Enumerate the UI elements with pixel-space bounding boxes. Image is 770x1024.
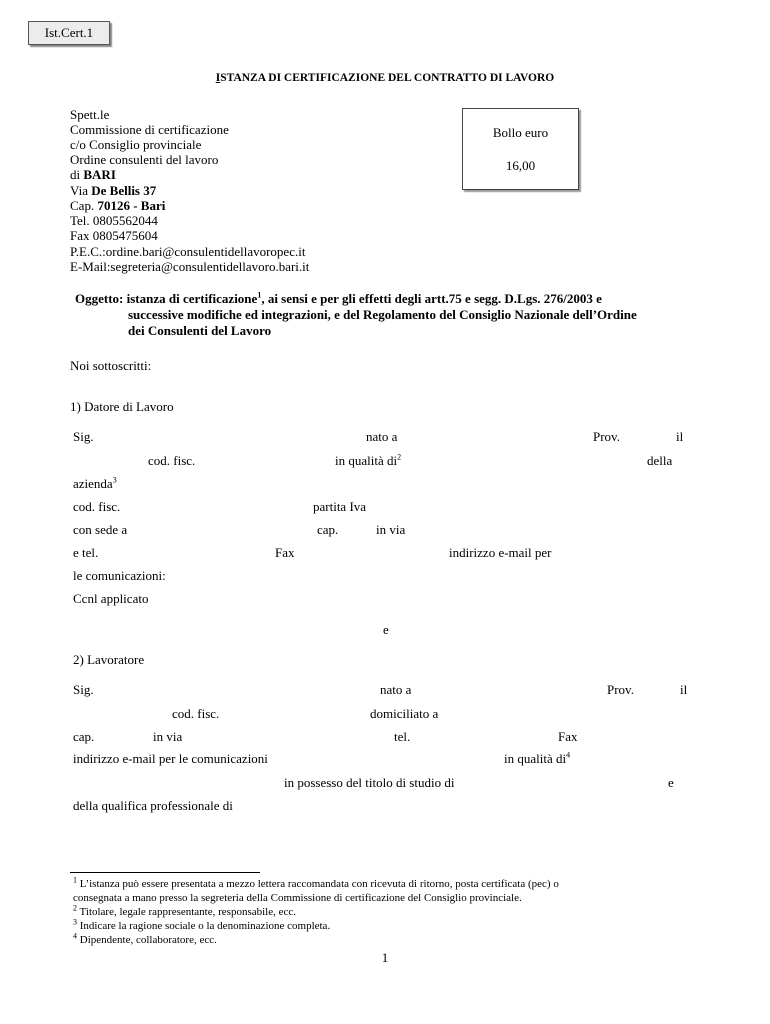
- address-street: De Bellis 37: [91, 183, 157, 198]
- worker-email-label: indirizzo e-mail per le comunicazioni: [73, 751, 268, 766]
- footnote-ref-4: 4: [566, 750, 571, 760]
- address-pec: P.E.C.:ordine.bari@consulentidellavoropec.it: [70, 244, 306, 259]
- address-fax: Fax 0805475604: [70, 228, 158, 243]
- worker-sig-label: Sig.: [73, 682, 94, 697]
- worker-born-label: nato a: [380, 682, 412, 697]
- signatories-intro: Noi sottoscritti:: [70, 358, 152, 373]
- title-first-letter: I: [215, 72, 221, 84]
- company-cap-label: cap.: [317, 522, 339, 537]
- employer-role-text: in qualità di: [335, 453, 398, 468]
- worker-cap-label: cap.: [73, 729, 95, 744]
- worker-date-label: il: [680, 682, 688, 697]
- company-fax-label: Fax: [275, 545, 295, 560]
- title-rest: STANZA DI CERTIFICAZIONE DEL CONTRATTO DI LAVORO: [220, 72, 555, 84]
- worker-domicile-label: domiciliato a: [370, 706, 439, 721]
- worker-street-label: in via: [153, 729, 183, 744]
- address-line-7: [70, 199, 165, 214]
- footnote-4: [73, 931, 217, 947]
- company-taxcode-label: cod. fisc.: [73, 499, 121, 514]
- footnote-ref-2: 2: [397, 452, 402, 462]
- conjunction-and-2: e: [668, 775, 674, 790]
- subject-block: [75, 292, 637, 340]
- employer-role-label: [335, 454, 401, 469]
- footnote-1-text-a: L’istanza può essere presentata a mezzo lettera raccomandata con ricevuta di ritorno, posta certificata (pec) o: [77, 878, 559, 890]
- page-number: 1: [381, 950, 389, 965]
- address-line-5: [70, 168, 116, 183]
- footnote-ref-1: 1: [257, 290, 262, 300]
- stamp-duty-label: Bollo euro: [492, 125, 549, 140]
- address-line-3: c/o Consiglio provinciale: [70, 137, 202, 152]
- company-email-label: indirizzo e-mail per: [449, 545, 552, 560]
- worker-phone-label: tel.: [394, 729, 411, 744]
- footnote-3: [73, 917, 331, 933]
- address-email: E-Mail:segreteria@consulentidellavoro.bari.it: [70, 259, 310, 274]
- worker-qualification-label: della qualifica professionale di: [73, 798, 233, 813]
- stamp-duty-box: [462, 108, 579, 190]
- address-cap: 70126 - Bari: [97, 198, 166, 213]
- document-code-badge: Ist.Cert.1: [28, 21, 110, 45]
- address-line-4: Ordine consulenti del lavoro: [70, 152, 219, 167]
- address-city: BARI: [83, 167, 116, 182]
- worker-fax-label: Fax: [558, 729, 578, 744]
- footnote-4-text: Dipendente, collaboratore, ecc.: [77, 934, 217, 946]
- footnote-3-text: Indicare la ragione sociale o la denominazione completa.: [77, 920, 331, 932]
- worker-prov-label: Prov.: [607, 682, 634, 697]
- address-cap-prefix: Cap.: [70, 198, 98, 213]
- employer-born-label: nato a: [366, 429, 398, 444]
- worker-role-label: [504, 752, 570, 767]
- footnote-1-line-2: consegnata a mano presso la segreteria della Commissione di certificazione del Consiglio provinciale.: [73, 892, 522, 904]
- worker-heading: 2) Lavoratore: [73, 652, 145, 667]
- ccnl-label: Ccnl applicato: [73, 591, 149, 606]
- footnote-1-line-1: [73, 875, 559, 891]
- subject-rest: , ai sensi e per gli effetti degli artt.75 e segg. D.Lgs. 276/2003 e: [261, 291, 602, 306]
- footnote-2-text: Titolare, legale rappresentante, responsabile, ecc.: [77, 906, 297, 918]
- company-label: [73, 477, 117, 492]
- vat-number-label: partita Iva: [313, 499, 367, 514]
- employer-date-label: il: [676, 429, 684, 444]
- address-phone: Tel. 0805562044: [70, 213, 158, 228]
- company-seat-label: con sede a: [73, 522, 128, 537]
- footnote-2-marker: 2: [73, 903, 77, 913]
- footnote-ref-3: 3: [112, 475, 117, 485]
- footnote-1-marker: 1: [73, 875, 77, 885]
- employer-sig-label: Sig.: [73, 429, 94, 444]
- footnote-3-marker: 3: [73, 917, 77, 927]
- address-line-2: Commissione di certificazione: [70, 122, 229, 137]
- address-line-1: Spett.le: [70, 107, 110, 122]
- footnote-separator: [70, 872, 260, 873]
- employer-heading: 1) Datore di Lavoro: [70, 399, 174, 414]
- worker-role-text: in qualità di: [504, 751, 567, 766]
- footnote-2: [73, 903, 297, 919]
- document-title: [0, 72, 770, 85]
- employer-prov-label: Prov.: [593, 429, 620, 444]
- conjunction-and: e: [383, 622, 389, 637]
- worker-education-label: in possesso del titolo di studio di: [284, 775, 455, 790]
- address-street-prefix: Via: [70, 183, 92, 198]
- footnote-4-marker: 4: [73, 931, 77, 941]
- worker-taxcode-label: cod. fisc.: [172, 706, 220, 721]
- company-phone-label: e tel.: [73, 545, 99, 560]
- company-of-label: della: [647, 453, 673, 468]
- address-line-6: [70, 184, 156, 199]
- address-city-prefix: di: [70, 167, 84, 182]
- stamp-duty-amount: 16,00: [505, 158, 536, 173]
- company-text: azienda: [73, 476, 113, 491]
- subject-lead: Oggetto: istanza di certificazione: [75, 291, 258, 306]
- company-communications-label: le comunicazioni:: [73, 568, 166, 583]
- company-street-label: in via: [376, 522, 406, 537]
- employer-taxcode-label: cod. fisc.: [148, 453, 196, 468]
- subject-line-1: [75, 292, 637, 308]
- subject-line-2: successive modifiche ed integrazioni, e del Regolamento del Consiglio Nazionale dell’Ordine: [128, 307, 637, 322]
- subject-line-3: dei Consulenti del Lavoro: [128, 323, 272, 338]
